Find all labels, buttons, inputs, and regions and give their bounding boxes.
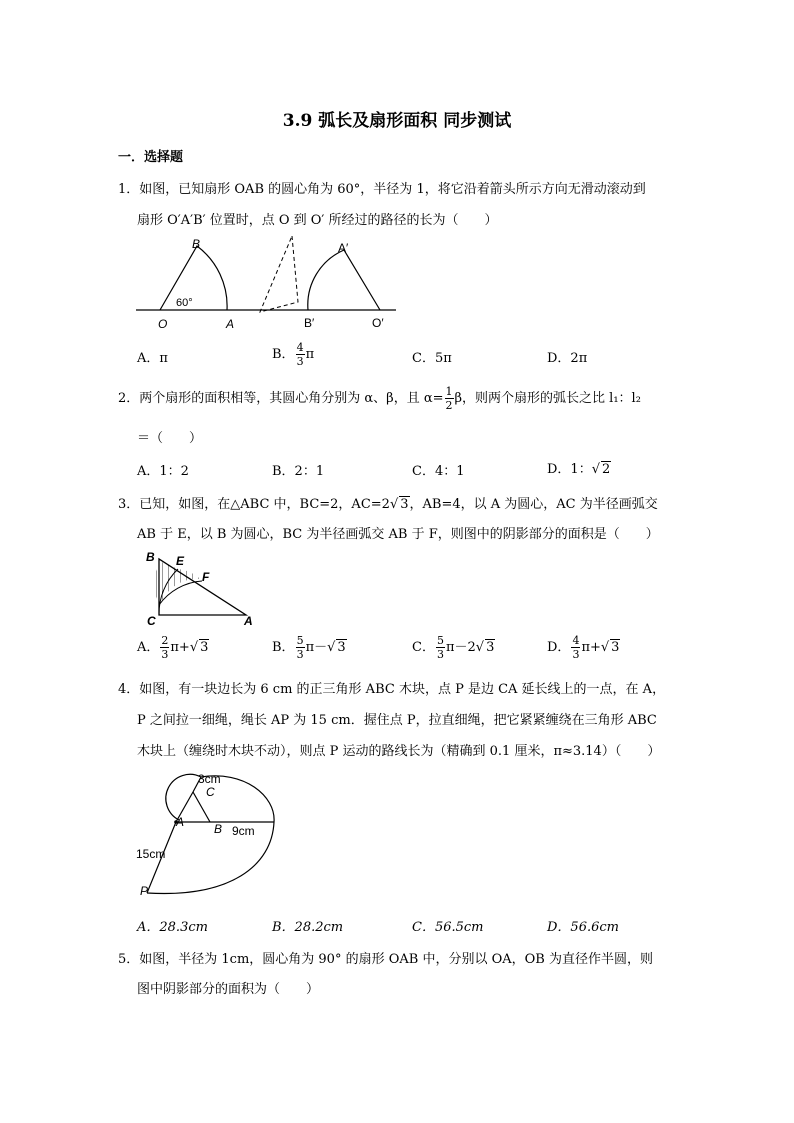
q4-arc-large xyxy=(147,822,274,894)
q4-label-b: B xyxy=(214,822,223,836)
q3-stem-line2: AB 于 E，以 B 为圆心，BC 为半径画弧交 AB 于 F，则图中的阴影部分的面积是（ ） xyxy=(137,527,659,542)
q3-option-d[interactable]: D． $\frac{4}{3}$ π+√ 3 xyxy=(547,634,620,661)
q2-stem-line1: 2．两个扇形的面积相等，其圆心角分别为 α、β，且 α= $\frac{1}{2}$ β，则两个扇形的弧长之比 l₁：l₂ xyxy=(118,385,641,412)
q1-option-b[interactable]: B． $\frac{4}{3}$ π xyxy=(272,341,315,368)
q1-sector-oab-prime xyxy=(308,250,380,310)
q1-label-b: B xyxy=(192,237,201,251)
q1-option-d[interactable]: D．2π xyxy=(547,351,588,366)
q1-stem-line2: 扇形 O′A′B′ 位置时，点 O 到 O′ 所经过的路径的长为（ ） xyxy=(137,213,498,228)
q1-label-o-prime: O′ xyxy=(372,316,384,330)
q4-option-a[interactable]: A．28.3cm xyxy=(137,920,208,935)
q1-label-a-prime: A′ xyxy=(338,241,349,255)
q1-figure xyxy=(130,232,405,332)
q4-stem-line1: 4．如图，有一块边长为 6 cm 的正三角形 ABC 木块，点 P 是边 CA 延长线上的一点，在 A， xyxy=(118,682,666,697)
q1-label-o: O xyxy=(158,317,168,331)
q3-option-b[interactable]: B． $\frac{5}{3}$ π－√ 3 xyxy=(272,634,346,661)
q2-stem-line2: ＝（ ） xyxy=(137,431,203,446)
q4-option-b[interactable]: B．28.2cm xyxy=(272,920,344,935)
q1-stem-line1: 1．如图，已知扇形 OAB 的圆心角为 60°，半径为 1，将它沿着箭头所示方向无滑动滚动到 xyxy=(118,182,646,197)
q3-label-c: C xyxy=(147,614,156,627)
q4-stem-line3: 木块上（缠绕时木块不动），则点 P 运动的路线长为（精确到 0.1 厘米，π≈3.14）（ ） xyxy=(137,744,661,759)
q3-stem-line1: 3．已知，如图，在△ABC 中，BC=2，AC=2√ 3，AB=4，以 A 为圆心，AC 为半径画弧交 xyxy=(118,497,658,512)
q3-label-f: F xyxy=(202,570,210,584)
q4-label-15cm: 15cm xyxy=(136,847,166,861)
q3-label-a: A xyxy=(244,614,253,627)
section-heading: 一．选择题 xyxy=(118,150,184,165)
q3-label-e: E xyxy=(176,554,185,568)
q3-figure xyxy=(138,545,260,627)
q4-label-9cm: 9cm xyxy=(232,824,255,838)
q4-label-3cm: 3cm xyxy=(198,772,221,786)
q4-label-a: A xyxy=(176,815,185,829)
q1-label-angle: 60° xyxy=(176,297,193,309)
q5-stem-line2: 图中阴影部分的面积为（ ） xyxy=(137,982,320,997)
q2-option-a[interactable]: A．1：2 xyxy=(137,464,189,479)
q3-option-c[interactable]: C． $\frac{5}{3}$ π－2√ 3 xyxy=(412,634,495,661)
q4-label-c: C xyxy=(206,785,215,799)
q1-sector-oab xyxy=(160,246,227,310)
q1-option-a[interactable]: A．π xyxy=(137,351,168,366)
q1-label-a: A xyxy=(226,317,235,331)
q1-dashed-sector xyxy=(260,236,298,312)
page-title: 3.9 弧长及扇形面积 同步测试 xyxy=(282,111,512,131)
q3-option-a[interactable]: A． $\frac{2}{3}$ π+√ 3 xyxy=(137,634,209,661)
q2-option-b[interactable]: B．2：1 xyxy=(272,464,325,479)
q4-option-d[interactable]: D．56.6cm xyxy=(547,920,619,935)
q4-label-p: P xyxy=(140,884,149,898)
q4-figure xyxy=(134,766,284,902)
q1-label-b-prime: B′ xyxy=(304,316,315,330)
q5-stem-line1: 5．如图，半径为 1cm，圆心角为 90° 的扇形 OAB 中，分别以 OA，OB 为直径作半圆，则 xyxy=(118,952,653,967)
q4-option-c[interactable]: C．56.5cm xyxy=(412,920,484,935)
q3-label-b: B xyxy=(146,550,155,564)
q4-stem-line2: P 之间拉一细绳，绳长 AP 为 15 cm．握住点 P，拉直细绳，把它紧紧缠绕在三角形 ABC xyxy=(137,713,657,728)
q2-option-c[interactable]: C．4：1 xyxy=(412,464,465,479)
q1-option-c[interactable]: C．5π xyxy=(412,351,452,366)
q2-option-d[interactable]: D．1：√ 2 xyxy=(547,462,611,477)
